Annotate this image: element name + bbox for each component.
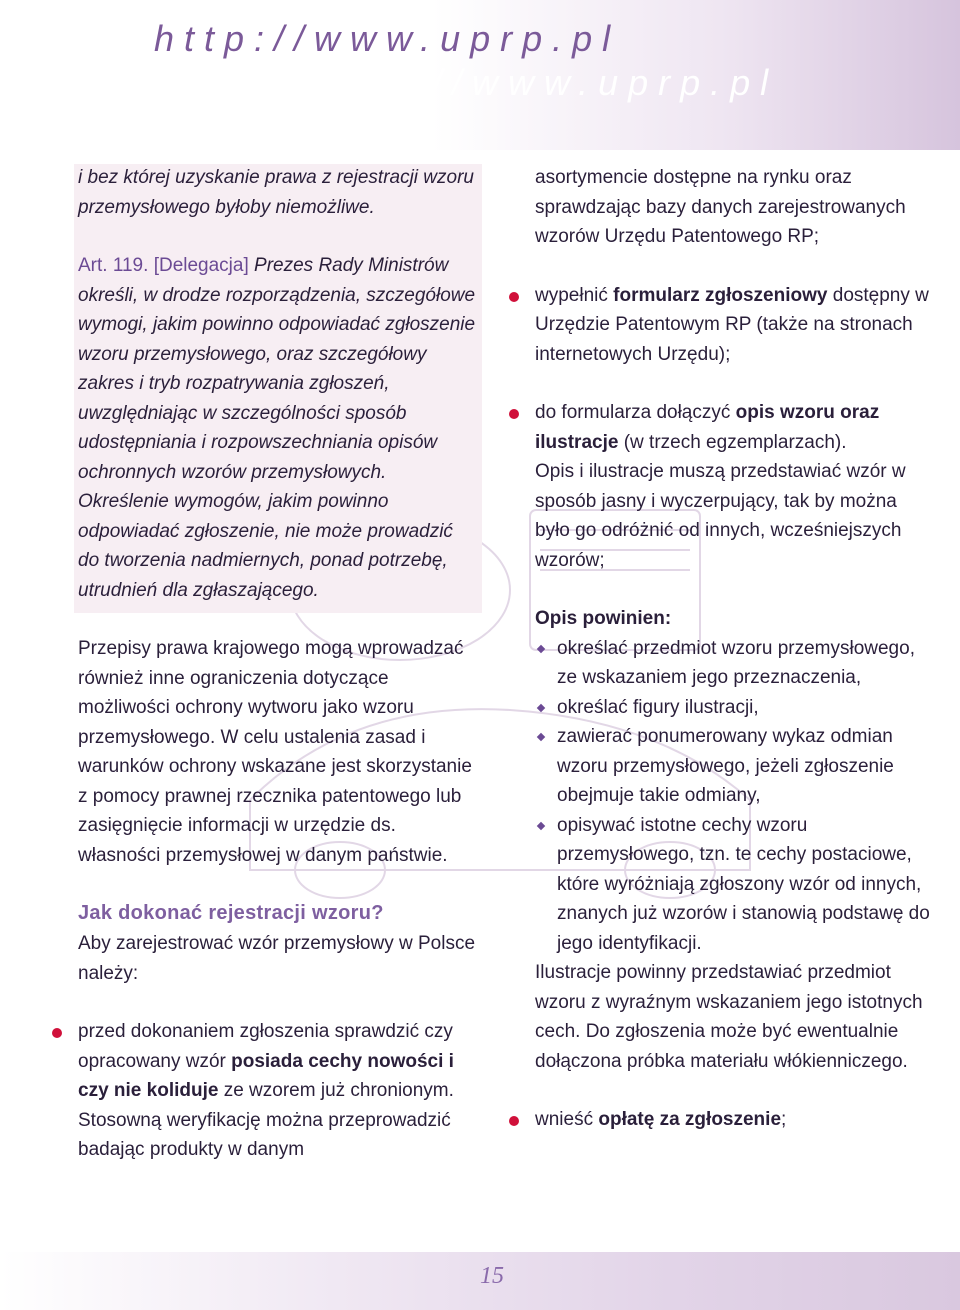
diamond-bullet-icon bbox=[537, 733, 545, 741]
continued-text: asortymencie dostępne na rynku oraz sprawdzając bazy danych zarejestrowanych wzorów Urzędu Patentowego RP; bbox=[535, 167, 906, 247]
sub-list-item: zawierać ponumerowany wykaz odmian wzoru przemysłowego, jeżeli zgłoszenie obejmuje takie odmiany, bbox=[535, 722, 935, 811]
list-item: do formularza dołączyć opis wzoru oraz ilustracje (w trzech egzemplarzach). Opis i ilustracje muszą przedstawiać wzór w sposób jasny i wyczerpujący, tak by można było go odróżnić od innych, wcześniejszych wzorów; bbox=[509, 398, 935, 575]
list-item: wypełnić formularz zgłoszeniowy dostępny w Urzędzie Patentowym RP (także na stronach internetowych Urzędu); bbox=[509, 281, 935, 370]
sub-list-item: określać figury ilustracji, bbox=[535, 693, 935, 723]
header-url-shadow: http://www.uprp.pl bbox=[312, 62, 779, 103]
page-number: 15 bbox=[480, 1263, 504, 1289]
section-heading: Jak dokonać rejestracji wzoru? bbox=[78, 902, 384, 924]
header-url[interactable]: http://www.uprp.pl bbox=[154, 18, 621, 59]
bullet-dot-icon bbox=[509, 1116, 519, 1126]
right-column bbox=[535, 163, 935, 1135]
left-column bbox=[78, 163, 478, 1165]
quote-paragraph-1: i bez której uzyskanie prawa z rejestracji wzoru przemysłowego byłoby niemożliwe. bbox=[78, 167, 474, 218]
list-item: przed dokonaniem zgłoszenia sprawdzić czy opracowany wzór posiada cechy nowości i czy nie koliduje ze wzorem już chronionym. Stosowną weryfikację można przeprowadzić badając produkty w danym bbox=[52, 1017, 478, 1165]
body-paragraph: Przepisy prawa krajowego mogą wprowadzać również inne ograniczenia dotyczące możliwości ochrony wytworu jako wzoru przemysłowego. W celu ustalenia zasad i warunków ochrony wskazane jest skorzystanie z pomocy prawnej rzecznika patentowego lub zasięgnięcie informacji w urzędzie ds. własności przemysłowej w danym państwie. bbox=[78, 638, 472, 866]
diamond-bullet-icon bbox=[537, 821, 545, 829]
bullet-dot-icon bbox=[509, 409, 519, 419]
quote-paragraph-2: Art. 119. [Delegacja] Prezes Rady Ministrów określi, w drodze rozporządzenia, szczegółowe wymogi, jakim powinno odpowiadać zgłoszenie wzoru przemysłowego, oraz szczegółowy zakres i tryb rozpatrywania zgłoszeń, uwzględniając w szczególności sposób udostępniania i rozpowszechniania opisów ochronnych wzorów przemysłowych. Określenie wymogów, jakim powinno odpowiadać zgłoszenie, nie może prowadzić do tworzenia nadmiernych, ponad potrzebę, utrudnień dla zgłaszającego. bbox=[78, 255, 476, 601]
diamond-bullet-icon bbox=[537, 644, 545, 652]
intro-text: Aby zarejestrować wzór przemysłowy w Polsce należy: bbox=[78, 933, 476, 984]
ilustracje-paragraph: Ilustracje powinny przedstawiać przedmiot wzoru z wyraźnym wskazaniem jego istotnych cech. Do zgłoszenia może być ewentualnie dołączona próbka materiału włókienniczego. bbox=[535, 962, 923, 1072]
sub-list-item: określać przedmiot wzoru przemysłowego, ze wskazaniem jego przeznaczenia, bbox=[535, 634, 935, 693]
art-delegacja: [Delegacja] bbox=[153, 255, 249, 276]
diamond-bullet-icon bbox=[537, 703, 545, 711]
bullet-dot-icon bbox=[52, 1028, 62, 1038]
sub-list-item: opisywać istotne cechy wzoru przemysłowego, tzn. te cechy postaciowe, które wyróżniają zgłoszony wzór od innych, znanych już wzorów i stanowią podstawę do jego identyfikacji. bbox=[535, 811, 935, 959]
bullet-dot-icon bbox=[509, 292, 519, 302]
opis-heading: Opis powinien: bbox=[535, 608, 672, 629]
art-label: Art. 119. bbox=[78, 255, 149, 276]
list-item: wnieść opłatę za zgłoszenie; bbox=[509, 1105, 935, 1135]
